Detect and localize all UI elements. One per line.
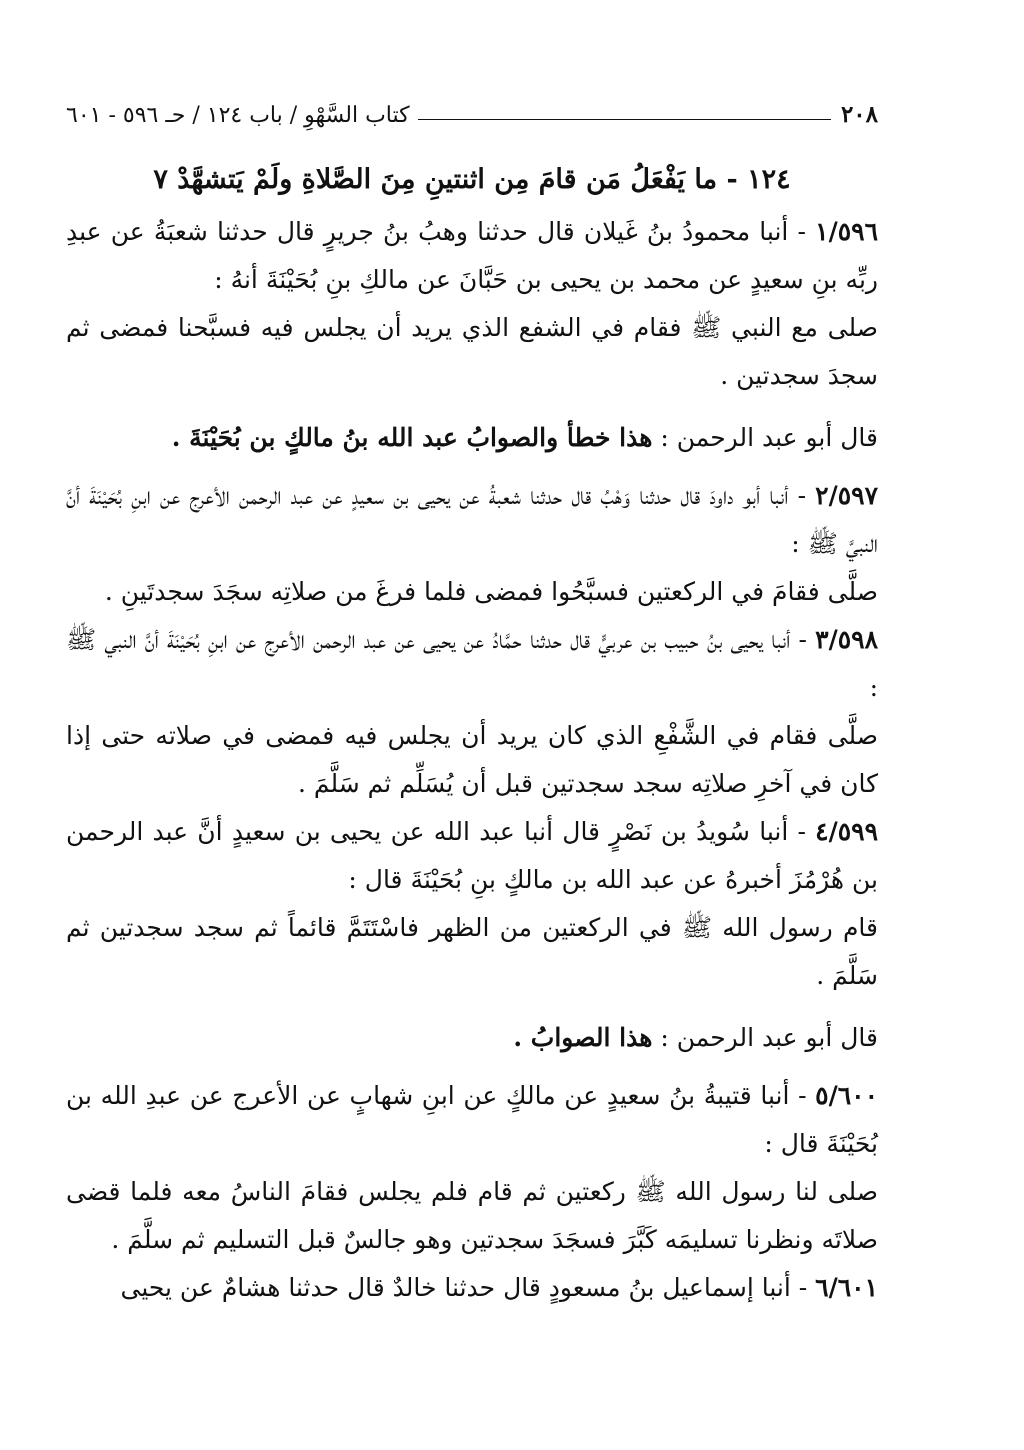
comment-text: هذا الصوابُ . [513,1023,653,1052]
hadith-599-isnad [66,808,878,904]
page-body [66,150,878,1312]
hadith-number: ١/٥٩٦ [815,217,878,246]
isnad-text: - أنبا إسماعيل بنُ مسعودٍ قال حدثنا خالدٌ قال حدثنا هشامٌ عن يحيى [120,1273,816,1302]
page-header [66,88,878,128]
hadith-number: ٥/٦٠٠ [815,1081,878,1110]
isnad-text: - أنبا أبو داودَ قال حدثنا وَهْبُ قال حدثنا شعبةُ عن يحيى بن سعيدٍ عن عبد الرحمن الأعرج عن ابنِ بُحَيْنَةَ أنَّ النبيَّ ﷺ : [66,481,878,558]
hadith-596-matn: صلى مع النبي ﷺ فقام في الشفع الذي يريد أن يجلس فيه فسبَّحنا فمضى ثم سجدَ سجدتين . [66,313,878,390]
hadith-598-matn: صلَّى فقام في الشَّفْعِ الذي كان يريد أن يجلس فيه فمضى في صلاته حتى إذا كان في آخرِ صلاتِه سجد سجدتين قبل أن يُسَلِّم ثم سَلَّمَ . [66,721,878,798]
hadith-600-isnad [66,1072,878,1168]
running-head: كتاب السَّهْوِ / باب ١٢٤ / حـ ٥٩٦ - ٦٠١ [66,103,410,128]
hadith-number: ٢/٥٩٧ [815,481,878,510]
hadith-number: ٣/٥٩٨ [815,625,878,654]
page-number: ٢٠٨ [840,101,878,128]
comment-label: قال أبو عبد الرحمن : [652,423,878,452]
hadith-598-isnad [66,616,878,712]
hadith-597-matn: صلَّى فقامَ في الركعتين فسبَّحُوا فمضى فلما فرغَ من صلاتِه سجَدَ سجدتَينِ . [104,577,878,606]
hadith-599-matn: قام رسول الله ﷺ في الركعتين من الظهر فاسْتَتَمَّ قائماً ثم سجد سجدتين ثم سَلَّمَ . [66,913,878,990]
hadith-597-isnad [66,472,878,568]
hadith-number: ٤/٥٩٩ [815,817,878,846]
isnad-text: - أنبا قتيبةُ بنُ سعيدٍ عن مالكٍ عن ابنِ شهابٍ عن الأعرج عن عبدِ الله بن بُحَيْنَةَ قال : [66,1081,878,1158]
chapter-title: ١٢٤ - ما يَفْعَلُ مَن قامَ مِن اثنتينِ مِنَ الصَّلاةِ ولَمْ يَتشهَّدْ ٧ [153,164,791,195]
comment-text: هذا خطأ والصوابُ عبد الله بنُ مالكٍ بن بُحَيْنَةَ . [171,423,653,452]
isnad-text: - أنبا محمودُ بنُ غَيلان قال حدثنا وهبُ بنُ جريرٍ قال حدثنا شعبَةُ عن عبدِ ربِّه بنِ سعيدٍ عن محمد بن يحيى بن حَبَّانَ عن مالكِ بنِ بُحَيْنَةَ أنهُ : [66,217,878,294]
hadith-596-isnad [66,208,878,304]
isnad-text: - أنبا سُويدُ بن نَصْرٍ قال أنبا عبد الله عن يحيى بن سعيدٍ أنَّ عبد الرحمن بن هُرْمُزَ أخبرهُ عن عبد الله بن مالكٍ بنِ بُحَيْنَةَ قال : [66,817,878,894]
hadith-599-comment [66,1014,878,1062]
header-rule [418,119,831,120]
comment-label: قال أبو عبد الرحمن : [652,1023,878,1052]
hadith-600-matn: صلى لنا رسول الله ﷺ ركعتين ثم قام فلم يجلس فقامَ الناسُ معه فلما قضى صلاتَه ونظرنا تسليمَه كَبَّرَ فسجَدَ سجدتين وهو جالسٌ قبل التسليم ثم سلَّمَ . [66,1177,878,1254]
hadith-596-comment [66,414,878,462]
hadith-601-isnad [66,1264,878,1312]
isnad-text: - أنبا يحيى بنُ حبيب بن عربيٍّ قال حدثنا حمَّادُ عن يحيى عن عبد الرحمن الأعرج عن ابنِ بُحَيْنَةَ أنَّ النبي ﷺ : [66,625,878,702]
hadith-number: ٦/٦٠١ [815,1273,878,1302]
